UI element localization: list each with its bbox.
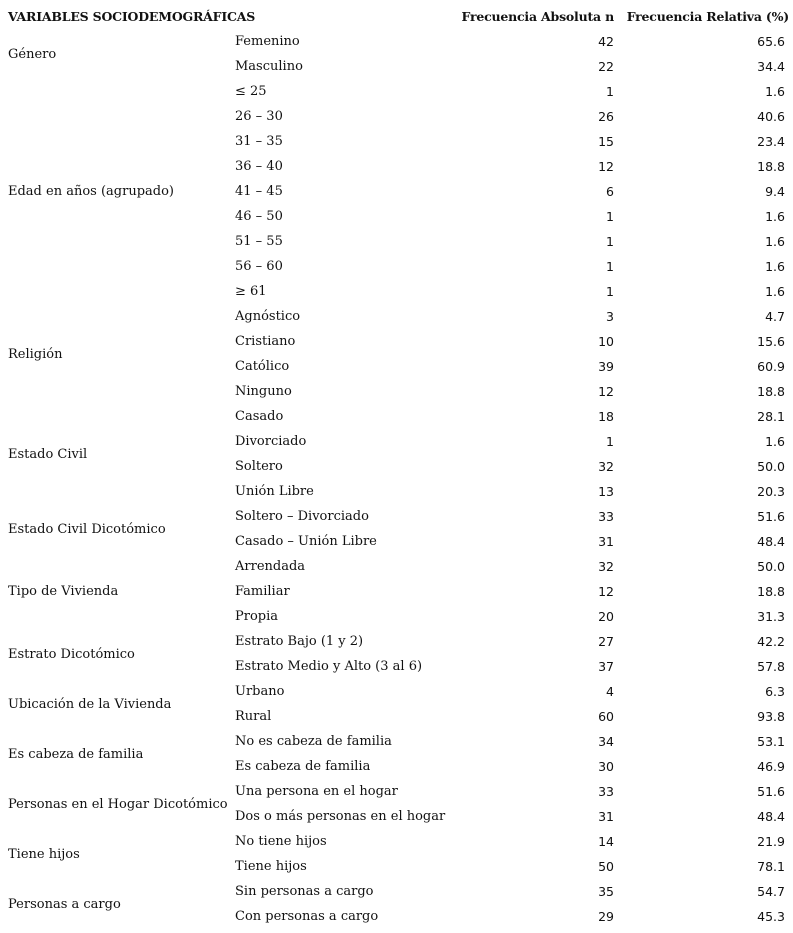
absolute-frequency-value: 29 bbox=[598, 909, 614, 924]
category-label: 36 – 40 bbox=[235, 159, 283, 174]
relative-frequency-value: 46.9 bbox=[757, 759, 785, 774]
category-label: Es cabeza de familia bbox=[235, 759, 371, 774]
absolute-frequency-value: 31 bbox=[598, 809, 614, 824]
absolute-frequency-value: 60 bbox=[598, 709, 614, 724]
category-label: Masculino bbox=[235, 59, 303, 74]
variable-label: Religión bbox=[8, 346, 63, 362]
absolute-frequency-value: 14 bbox=[598, 834, 614, 849]
relative-frequency-value: 1.6 bbox=[765, 234, 785, 249]
category-label: Cristiano bbox=[235, 334, 296, 349]
table-row bbox=[0, 729, 793, 754]
category-label: Unión Libre bbox=[235, 484, 314, 499]
table-row bbox=[0, 879, 793, 904]
relative-frequency-value: 57.8 bbox=[757, 659, 785, 674]
relative-frequency-value: 51.6 bbox=[757, 509, 785, 524]
category-label: 31 – 35 bbox=[235, 134, 283, 149]
variable-label: Estado Civil Dicotómico bbox=[8, 521, 166, 537]
relative-frequency-value: 1.6 bbox=[765, 209, 785, 224]
variable-label: Género bbox=[8, 46, 57, 62]
sociodemographic-table bbox=[0, 4, 793, 929]
relative-frequency-value: 50.0 bbox=[757, 459, 785, 474]
relative-frequency-value: 54.7 bbox=[757, 884, 785, 899]
absolute-frequency-value: 15 bbox=[598, 134, 614, 149]
variable-label: Estado Civil bbox=[8, 446, 88, 462]
relative-frequency-value: 50.0 bbox=[757, 559, 785, 574]
variable-label: Personas a cargo bbox=[8, 896, 121, 912]
category-label: Familiar bbox=[235, 584, 290, 599]
relative-frequency-value: 21.9 bbox=[757, 834, 785, 849]
absolute-frequency-value: 32 bbox=[598, 459, 614, 474]
relative-frequency-value: 42.2 bbox=[757, 634, 785, 649]
category-label: Estrato Bajo (1 y 2) bbox=[235, 634, 364, 649]
table-body bbox=[0, 29, 793, 929]
category-label: No es cabeza de familia bbox=[235, 734, 392, 749]
absolute-frequency-value: 35 bbox=[598, 884, 614, 899]
relative-frequency-value: 1.6 bbox=[765, 259, 785, 274]
category-label: Divorciado bbox=[235, 434, 307, 449]
category-label: Femenino bbox=[235, 34, 300, 49]
category-label: Ninguno bbox=[235, 384, 292, 399]
category-label: Con personas a cargo bbox=[235, 909, 379, 924]
table-row bbox=[0, 679, 793, 704]
category-label: Arrendada bbox=[235, 559, 306, 574]
category-label: 46 – 50 bbox=[235, 209, 283, 224]
absolute-frequency-value: 12 bbox=[598, 384, 614, 399]
absolute-frequency-value: 10 bbox=[598, 334, 614, 349]
absolute-frequency-value: 31 bbox=[598, 534, 614, 549]
absolute-frequency-value: 27 bbox=[598, 634, 614, 649]
relative-frequency-value: 48.4 bbox=[757, 534, 785, 549]
relative-frequency-value: 31.3 bbox=[757, 609, 785, 624]
header-category bbox=[231, 4, 450, 29]
relative-frequency-value: 18.8 bbox=[757, 159, 785, 174]
table-row bbox=[0, 504, 793, 529]
variable-label: Estrato Dicotómico bbox=[8, 646, 135, 662]
table-row bbox=[0, 829, 793, 854]
absolute-frequency-value: 1 bbox=[606, 84, 614, 99]
category-label: 56 – 60 bbox=[235, 259, 283, 274]
category-label: Casado bbox=[235, 409, 284, 424]
absolute-frequency-value: 30 bbox=[598, 759, 614, 774]
relative-frequency-value: 9.4 bbox=[765, 184, 785, 199]
category-label: Tiene hijos bbox=[235, 859, 307, 874]
header-relative-frequency: Frecuencia Relativa (%) bbox=[626, 9, 789, 24]
absolute-frequency-value: 3 bbox=[606, 309, 614, 324]
absolute-frequency-value: 22 bbox=[598, 59, 614, 74]
relative-frequency-value: 45.3 bbox=[757, 909, 785, 924]
relative-frequency-value: 34.4 bbox=[757, 59, 785, 74]
absolute-frequency-value: 18 bbox=[598, 409, 614, 424]
relative-frequency-value: 1.6 bbox=[765, 434, 785, 449]
relative-frequency-value: 20.3 bbox=[757, 484, 785, 499]
relative-frequency-value: 28.1 bbox=[757, 409, 785, 424]
category-label: Agnóstico bbox=[235, 309, 301, 324]
variable-label: Ubicación de la Vivienda bbox=[8, 696, 172, 712]
table-row bbox=[0, 29, 793, 54]
relative-frequency-value: 1.6 bbox=[765, 284, 785, 299]
category-label: ≥ 61 bbox=[235, 284, 267, 299]
absolute-frequency-value: 6 bbox=[606, 184, 614, 199]
table-row bbox=[0, 554, 793, 579]
category-label: Dos o más personas en el hogar bbox=[235, 809, 446, 824]
category-label: No tiene hijos bbox=[235, 834, 327, 849]
header-variables: VARIABLES SOCIODEMOGRÁFICAS bbox=[8, 9, 256, 24]
table-row bbox=[0, 304, 793, 329]
absolute-frequency-value: 12 bbox=[598, 159, 614, 174]
category-label: Casado – Unión Libre bbox=[235, 534, 377, 549]
relative-frequency-value: 48.4 bbox=[757, 809, 785, 824]
table-row bbox=[0, 779, 793, 804]
relative-frequency-value: 18.8 bbox=[757, 584, 785, 599]
category-label: ≤ 25 bbox=[235, 84, 267, 99]
relative-frequency-value: 78.1 bbox=[757, 859, 785, 874]
absolute-frequency-value: 1 bbox=[606, 434, 614, 449]
absolute-frequency-value: 4 bbox=[606, 684, 614, 699]
variable-label: Edad en años (agrupado) bbox=[8, 184, 174, 199]
header-absolute-frequency: Frecuencia Absoluta n bbox=[461, 9, 614, 24]
absolute-frequency-value: 1 bbox=[606, 284, 614, 299]
category-label: Católico bbox=[235, 359, 290, 374]
relative-frequency-value: 23.4 bbox=[757, 134, 785, 149]
table-row bbox=[0, 79, 793, 104]
variable-label: Tipo de Vivienda bbox=[8, 584, 119, 599]
category-label: Urbano bbox=[235, 684, 285, 699]
category-label: 51 – 55 bbox=[235, 234, 283, 249]
absolute-frequency-value: 1 bbox=[606, 234, 614, 249]
relative-frequency-value: 53.1 bbox=[757, 734, 785, 749]
variable-label: Tiene hijos bbox=[8, 846, 80, 862]
relative-frequency-value: 60.9 bbox=[757, 359, 785, 374]
relative-frequency-value: 4.7 bbox=[765, 309, 785, 324]
absolute-frequency-value: 32 bbox=[598, 559, 614, 574]
table-row bbox=[0, 629, 793, 654]
absolute-frequency-value: 34 bbox=[598, 734, 614, 749]
absolute-frequency-value: 20 bbox=[598, 609, 614, 624]
category-label: Una persona en el hogar bbox=[235, 784, 398, 799]
category-label: 26 – 30 bbox=[235, 109, 283, 124]
absolute-frequency-value: 37 bbox=[598, 659, 614, 674]
relative-frequency-value: 51.6 bbox=[757, 784, 785, 799]
absolute-frequency-value: 26 bbox=[598, 109, 614, 124]
absolute-frequency-value: 39 bbox=[598, 359, 614, 374]
absolute-frequency-value: 1 bbox=[606, 209, 614, 224]
variable-label: Es cabeza de familia bbox=[8, 746, 144, 762]
relative-frequency-value: 15.6 bbox=[757, 334, 785, 349]
absolute-frequency-value: 33 bbox=[598, 509, 614, 524]
relative-frequency-value: 65.6 bbox=[757, 34, 785, 49]
category-label: Propia bbox=[235, 609, 279, 624]
category-label: Estrato Medio y Alto (3 al 6) bbox=[235, 659, 423, 674]
variable-label: Personas en el Hogar Dicotómico bbox=[8, 796, 228, 812]
absolute-frequency-value: 33 bbox=[598, 784, 614, 799]
header-row bbox=[0, 4, 793, 29]
absolute-frequency-value: 12 bbox=[598, 584, 614, 599]
category-label: Sin personas a cargo bbox=[235, 884, 374, 899]
absolute-frequency-value: 50 bbox=[598, 859, 614, 874]
category-label: Rural bbox=[235, 709, 272, 724]
relative-frequency-value: 1.6 bbox=[765, 84, 785, 99]
relative-frequency-value: 93.8 bbox=[757, 709, 785, 724]
absolute-frequency-value: 42 bbox=[598, 34, 614, 49]
relative-frequency-value: 18.8 bbox=[757, 384, 785, 399]
absolute-frequency-value: 1 bbox=[606, 259, 614, 274]
category-label: Soltero – Divorciado bbox=[235, 509, 369, 524]
table-row bbox=[0, 404, 793, 429]
category-label: Soltero bbox=[235, 459, 283, 474]
category-label: 41 – 45 bbox=[235, 184, 283, 199]
relative-frequency-value: 6.3 bbox=[765, 684, 785, 699]
absolute-frequency-value: 13 bbox=[598, 484, 614, 499]
relative-frequency-value: 40.6 bbox=[757, 109, 785, 124]
